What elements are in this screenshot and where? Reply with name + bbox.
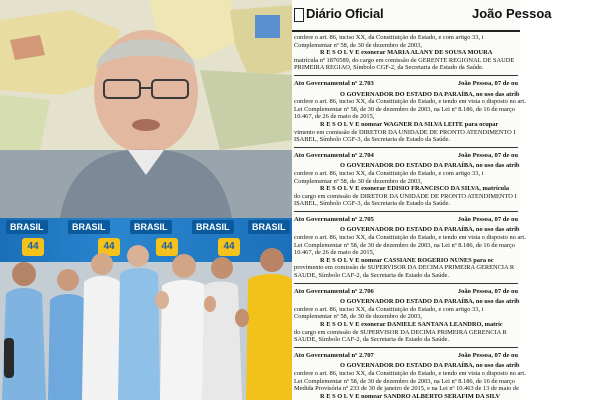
doc-line: do cargo em comissão de DIRETOR DA UNIDADE DE PRONTO ATENDIMENTO I: [294, 192, 517, 200]
act-place-date: João Pessoa, 07 de ou: [457, 287, 518, 295]
group-people-graphic: [0, 218, 292, 400]
act-place-date: João Pessoa, 07 de ou: [457, 215, 518, 223]
official-gazette-page: [292, 0, 552, 400]
act-header: [294, 216, 518, 224]
doc-line: ISABEL, Símbolo CGF-3, da Secretaria de Estado da Saúde.: [294, 200, 451, 208]
banner-badge: 44: [156, 238, 178, 256]
doc-line: R E S O L V E exonerar DANIELE SANTANA LEANDRO, matríc: [320, 321, 503, 328]
doc-line: Medida Provisória nº 233 de 30 de janeiro de 2015, e na Lei nº 10.463 de 13 de maio de: [294, 385, 519, 393]
banner-badge: 44: [22, 238, 44, 256]
act-number: Ato Governamental nº 2.705: [294, 215, 374, 223]
doc-line: Complementar nº 58, de 30 de dezembro de 2003,: [294, 313, 422, 321]
act-separator: [294, 283, 518, 284]
doc-line: 10.467, de 26 de maio de 2015,: [294, 249, 375, 257]
doc-line: provimento em comissão de SUPERVISOR DA DECIMA PRIMEIRA GERENCIA R: [294, 264, 515, 272]
gazette-title: Diário Oficial: [306, 6, 384, 21]
banner-tile: BRASIL: [248, 220, 290, 234]
photo-group-event: [0, 218, 292, 400]
act-number: Ato Governamental nº 2.706: [294, 287, 374, 295]
doc-line: confere o art. 86, inciso XX, da Constituição do Estado, e com artigo 33, i: [294, 169, 484, 177]
gazette-body: [294, 34, 594, 400]
doc-line: do cargo em comissão de SUPERVISOR DA DECIMA PRIMEIRA GERENCIA R: [294, 328, 507, 336]
act-place-date: João Pessoa, 07 de ou: [457, 151, 518, 159]
act-separator: [294, 347, 518, 348]
doc-line: SAUDE, Símbolo CAF-2, da Secretaria de Estado da Saúde.: [294, 336, 449, 344]
doc-line: confere o art. 86, inciso XX, da Constituição do Estado, e com artigo 33, i: [294, 34, 484, 41]
doc-line: SAUDE, Símbolo CAF-2, da Secretaria de Estado da Saúde.: [294, 272, 449, 280]
act-header: [294, 288, 518, 296]
doc-line: R E S O L V E exonerar MARIA ALANY DE SOUSA MOURA: [320, 49, 493, 57]
doc-line: Lei Complementar nº 58, de 30 de dezembro de 2003, na Lei nº 8.186, de 16 de março: [294, 377, 516, 385]
governor-line: O GOVERNADOR DO ESTADO DA PARAÍBA, no uso das atrib: [340, 362, 520, 370]
act-header: [294, 152, 518, 160]
act-number: Ato Governamental nº 2.704: [294, 151, 374, 159]
banner-tile: BRASIL: [68, 220, 110, 234]
gazette-city: João Pessoa: [472, 6, 552, 21]
act-header: [294, 352, 518, 360]
governor-line: O GOVERNADOR DO ESTADO DA PARAÍBA, no uso das atrib: [340, 162, 520, 170]
banner-badge: 44: [218, 238, 240, 256]
doc-line: matrícula nº 1876589, do cargo em comissão de GERENTE REGIONAL DE SAUDE: [294, 56, 515, 64]
banner-badge: 44: [98, 238, 120, 256]
doc-line: PRIMEIRA REGIAO, Símbolo CGF-2, da Secretaria de Estado da Saúde.: [294, 64, 484, 72]
act-separator: [294, 147, 518, 148]
photo-governor-portrait: [0, 0, 292, 218]
governor-line: O GOVERNADOR DO ESTADO DA PARAÍBA, no uso das atrib: [340, 226, 520, 234]
doc-line: vimento em comissão de DIRETOR DA UNIDADE DE PRONTO ATENDIMENTO I: [294, 128, 516, 136]
doc-line: ISABEL, Símbolo CGF-3, da Secretaria de Estado da Saúde.: [294, 136, 451, 144]
doc-line: Lei Complementar nº 58, de 30 de dezembro de 2003, na Lei nº 8.186, de 16 de março: [294, 105, 516, 113]
act-place-date: João Pessoa, 07 de ou: [457, 351, 518, 359]
act-number: Ato Governamental nº 2.703: [294, 79, 374, 87]
act-place-date: João Pessoa, 07 de ou: [457, 79, 518, 87]
banner-tile: BRASIL: [192, 220, 234, 234]
document-icon: [294, 8, 304, 22]
doc-line: confere o art. 86, inciso XX, da Constituição do Estado, e tendo em vista o disposto no art.: [294, 369, 526, 377]
act-header: [294, 80, 518, 88]
act-number: Ato Governamental nº 2.707: [294, 351, 374, 359]
banner-tile: BRASIL: [6, 220, 48, 234]
doc-line: R E S O L V E exonerar EDISIO FRANCISCO DA SILVA, matrícula: [320, 185, 510, 193]
act-separator: [294, 75, 518, 76]
doc-line: R E S O L V E nomear CASSIANE ROGERIO NUNES para oc: [320, 256, 494, 264]
governor-line: O GOVERNADOR DO ESTADO DA PARAÍBA, no uso das atrib: [340, 90, 520, 98]
act-separator: [294, 211, 518, 212]
doc-line: Lei Complementar nº 58, de 30 de dezembro de 2003, na Lei nº 8.186, de 16 de março: [294, 241, 516, 249]
doc-line: confere o art. 86, inciso XX, da Constituição do Estado, e tendo em vista o disposto no art.: [294, 98, 526, 106]
governor-line: O GOVERNADOR DO ESTADO DA PARAÍBA, no uso das atrib: [340, 298, 520, 306]
doc-line: Complementar nº 58, de 30 de dezembro de 2003,: [294, 177, 422, 185]
banner-tile: BRASIL: [130, 220, 172, 234]
doc-line: confere o art. 86, inciso XX, da Constituição do Estado, e com artigo 33, i: [294, 305, 484, 313]
doc-line: R E S O L V E nomear WAGNER DA SILVA LEITE para ocupar: [320, 120, 499, 128]
doc-line: confere o art. 86, inciso XX, da Constituição do Estado, e tendo em vista o disposto no art.: [294, 234, 526, 242]
map-background-graphic: [0, 0, 292, 218]
doc-line: R E S O L V E nomear SANDRO ALBERTO SERAFIM DA SILV: [320, 392, 501, 400]
gazette-masthead: [292, 0, 552, 32]
doc-line: 10.467, de 26 de maio de 2015,: [294, 113, 375, 121]
doc-line: Complementar nº 58, de 30 de dezembro de 2003,: [294, 41, 422, 49]
